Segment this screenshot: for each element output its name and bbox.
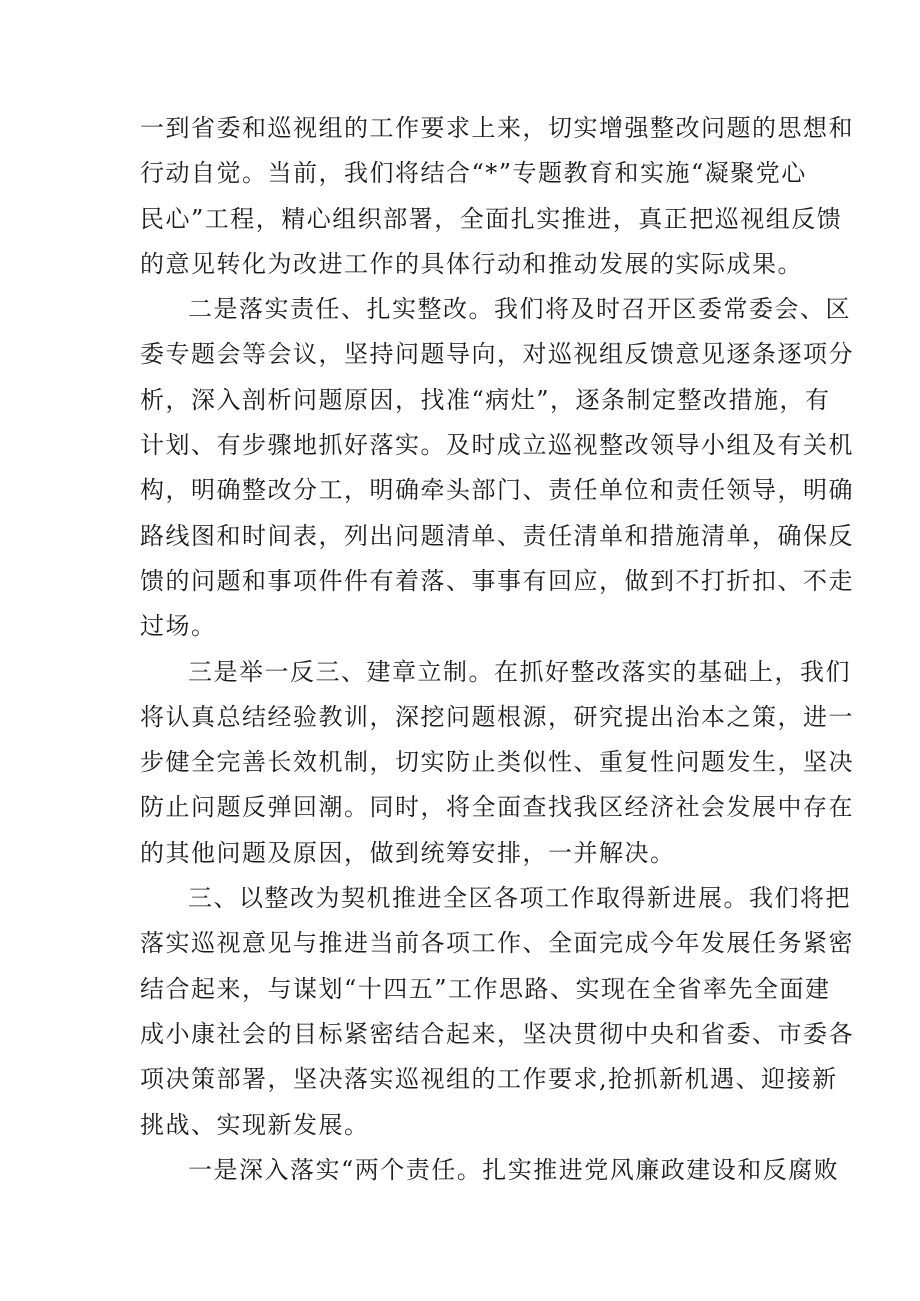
paragraph-line: 成小康社会的目标紧密结合起来，坚决贯彻中央和省委、市委各 [140,1019,854,1048]
paragraph-line: 构，明确整改分工，明确牵头部门、责任单位和责任领导，明确 [140,476,854,505]
paragraph-line: 的其他问题及原因，做到统筹安排，一并解决。 [140,838,676,867]
paragraph-line: 一是深入落实“两个责任。扎实推进党风廉政建设和反腐败 [188,1155,840,1184]
paragraph-line: 三、以整改为契机推进全区各项工作取得新进展。我们将把 [188,884,851,913]
paragraph-line: 的意见转化为改进工作的具体行动和推动发展的实际成果。 [140,249,803,278]
paragraph-line: 将认真总结经验教训，深挖问题根源，研究提出治本之策，进一 [140,702,854,731]
paragraph-line: 馈的问题和事项件件有着落、事事有回应，做到不打折扣、不走 [140,566,854,595]
paragraph-5 [140,1148,840,1193]
paragraph-line: 计划、有步骤地抓好落实。及时成立巡视整改领导小组及有关机 [140,431,854,460]
paragraph-line: 步健全完善长效机制，切实防止类似性、重复性问题发生，坚决 [140,748,854,777]
paragraph-line: 三是举一反三、建章立制。在抓好整改落实的基础上，我们 [188,657,851,686]
paragraph-3 [140,650,854,876]
paragraph-line: 路线图和时间表，列出问题清单、责任清单和措施清单，确保反 [140,521,854,550]
paragraph-line: 析，深入剖析问题原因，找准“病灶”，逐条制定整改措施，有 [140,385,831,414]
paragraph-line: 挑战、实现新发展。 [140,1110,370,1139]
paragraph-2 [140,287,854,649]
paragraph-line: 二是落实责任、扎实整改。我们将及时召开区委常委会、区 [188,295,851,324]
paragraph-line: 民心”工程，精心组织部署，全面扎实推进，真正把巡视组反馈 [140,204,843,233]
paragraph-line: 结合起来，与谋划“十四五”工作思路、实现在全省率先全面建 [140,974,831,1003]
paragraph-4 [140,876,854,1148]
paragraph-line: 过场。 [140,612,217,641]
paragraph-1 [140,106,854,287]
paragraph-line: 行动自觉。当前，我们将结合“*”专题教育和实施“凝聚党心 [140,159,807,188]
document-body [140,106,854,1193]
paragraph-line: 一到省委和巡视组的工作要求上来，切实增强整改问题的思想和 [140,114,854,142]
paragraph-line: 委专题会等会议，坚持问题导向，对巡视组反馈意见逐条逐项分 [140,340,854,369]
paragraph-line: 防止问题反弹回潮。同时，将全面查找我区经济社会发展中存在 [140,793,854,822]
paragraph-line: 落实巡视意见与推进当前各项工作、全面完成今年发展任务紧密 [140,929,854,958]
paragraph-line: 项决策部署，坚决落实巡视组的工作要求,抢抓新机遇、迎接新 [140,1065,838,1094]
